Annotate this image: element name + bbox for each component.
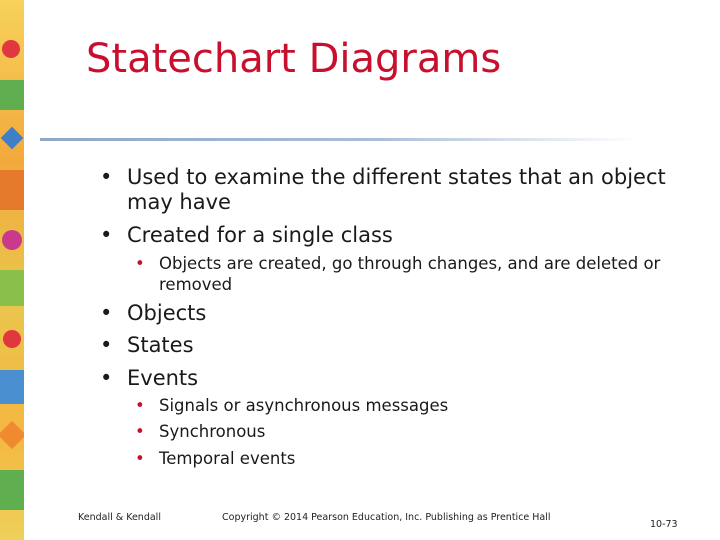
footer-copyright: Copyright © 2014 Pearson Education, Inc. Publishing as Prentice Hall [222, 512, 551, 523]
bullet-text: Events [127, 366, 199, 390]
sub-bullet-text: Signals or asynchronous messages [159, 396, 449, 415]
decorative-circle [2, 230, 22, 250]
decorative-block [0, 370, 24, 404]
decorative-block [0, 270, 24, 306]
slide-title: Statechart Diagrams [86, 36, 502, 82]
sub-bullet-text: Objects are created, go through changes, and are deleted or [159, 254, 661, 273]
bullet-text: may have [127, 190, 231, 214]
bullet-text: Created for a single class [127, 223, 393, 247]
bullet-icon: • [100, 165, 113, 189]
sub-bullet-text: removed [159, 275, 233, 294]
sub-bullet-icon: • [135, 396, 145, 415]
decorative-diamond [1, 127, 24, 150]
sub-bullet-text: Temporal events [159, 449, 296, 468]
title-divider [40, 138, 640, 141]
sub-bullet-icon: • [135, 422, 145, 441]
bullet-text: States [127, 333, 194, 357]
bullet-text: Used to examine the different states that an object [127, 165, 666, 189]
footer-author: Kendall & Kendall [78, 512, 161, 523]
bullet-icon: • [100, 223, 113, 247]
bullet-icon: • [100, 301, 113, 325]
bullet-text: Objects [127, 301, 207, 325]
decorative-circle [3, 330, 21, 348]
sub-bullet-icon: • [135, 254, 145, 273]
decorative-diamond [0, 421, 24, 449]
decorative-block [0, 170, 24, 210]
sub-bullet-icon: • [135, 449, 145, 468]
decorative-circle [2, 40, 20, 58]
decorative-block [0, 80, 24, 110]
slide-number: 10-73 [650, 519, 678, 530]
decorative-block [0, 470, 24, 510]
decorative-side-strip [0, 0, 24, 540]
sub-bullet-text: Synchronous [159, 422, 266, 441]
bullet-icon: • [100, 333, 113, 357]
bullet-icon: • [100, 366, 113, 390]
